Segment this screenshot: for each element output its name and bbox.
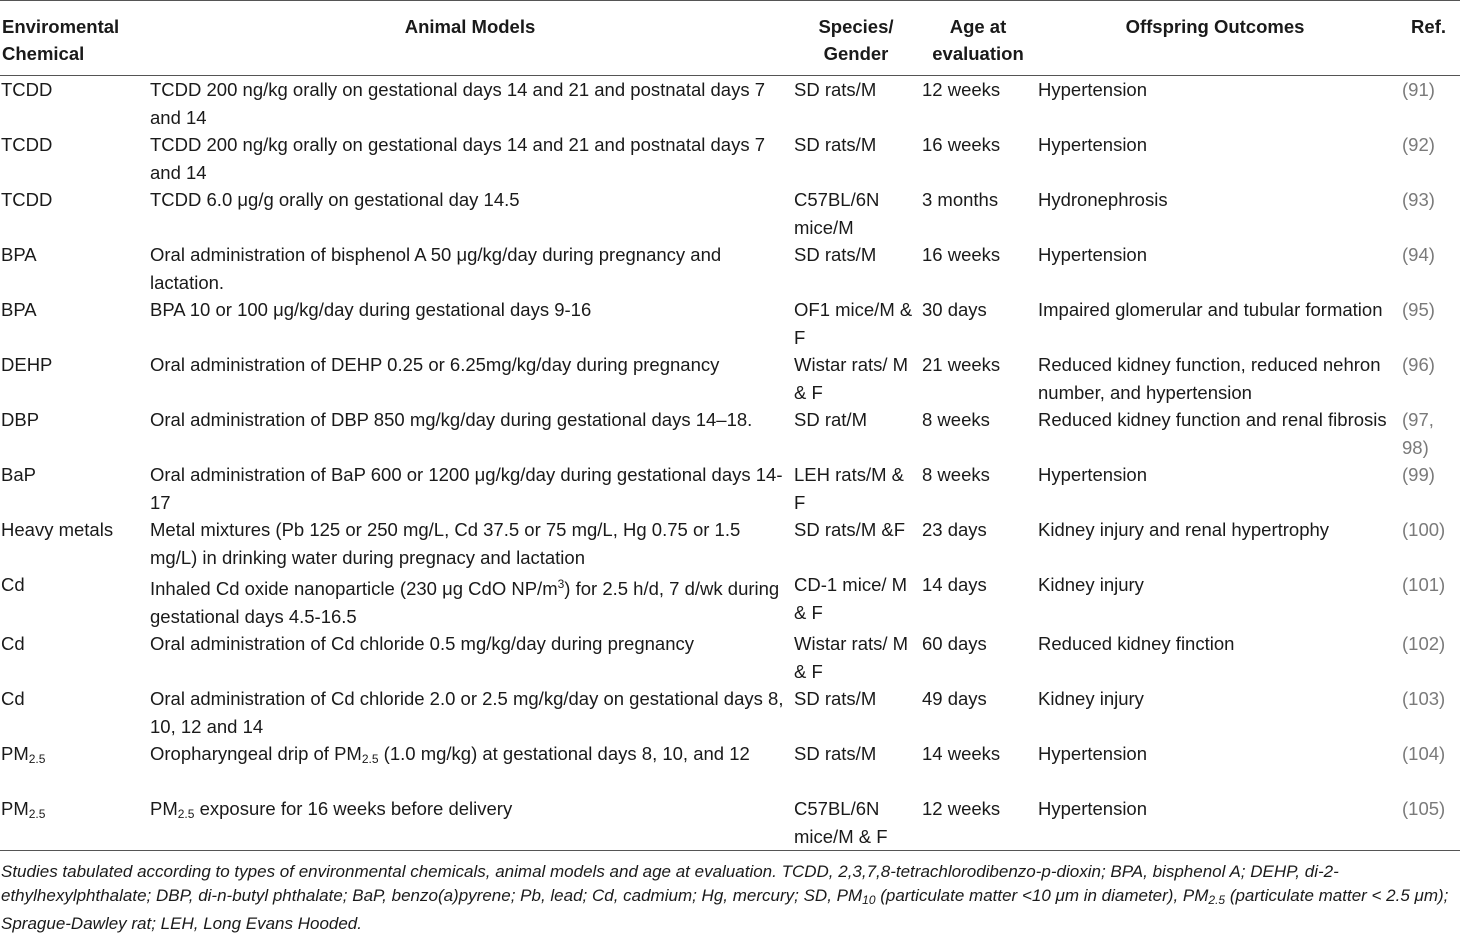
table-row	[0, 131, 1460, 186]
chemical-subscript: 2.5	[28, 807, 46, 821]
cell-outcome: Kidney injury and renal hypertrophy	[1038, 519, 1330, 540]
cell-outcome: Kidney injury	[1038, 574, 1144, 595]
cell-age: 14 weeks	[922, 743, 1001, 764]
cell-chemical	[0, 795, 148, 851]
cell-age: 49 days	[922, 688, 987, 709]
table-row	[0, 795, 1460, 851]
cell-species-gender: SD rats/M	[794, 244, 877, 265]
cell-species-gender: SD rats/M &F	[794, 519, 906, 540]
header-chemical: Enviromental Chemical	[0, 1, 148, 76]
cell-reference: (102)	[1402, 633, 1446, 654]
cell-animal-model: TCDD 200 ng/kg orally on gestational days 14 and 21 and postnatal days 7 and 14	[150, 79, 766, 128]
cell-reference: (92)	[1402, 134, 1435, 155]
cell-species-gender: SD rats/M	[794, 134, 877, 155]
cell-reference: (93)	[1402, 189, 1435, 210]
cell-species-gender: SD rats/M	[794, 743, 877, 764]
cell-animal-model	[148, 795, 792, 851]
cell-reference: (94)	[1402, 244, 1435, 265]
cell-age: 12 weeks	[922, 79, 1001, 100]
cell-chemical	[0, 740, 148, 795]
cell-outcome: Kidney injury	[1038, 688, 1144, 709]
table-footnote	[0, 851, 1459, 936]
cell-animal-model	[148, 571, 792, 630]
table-row	[0, 351, 1460, 406]
footnote-text-1: Studies tabulated according to types of environmental chemicals, animal models and age at evaluation. TCDD, 2,3,7,8-tetrachlorodibenzo-p-dioxin; BPA, bisphenol A; DEHP, di-2-ethylhexylphthalate; DBP, di-n-butyl phthalate; BaP, benzo(a)pyrene; Pb, lead; Cd, cadmium; Hg, mercury; SD, PM	[1, 862, 1339, 905]
cell-chemical: Cd	[1, 688, 25, 709]
table-row	[0, 76, 1460, 132]
model-text: Oropharyngeal drip of PM	[150, 743, 362, 764]
header-age: Age at evaluation	[920, 1, 1036, 76]
model-subscript: 2.5	[177, 807, 195, 821]
cell-animal-model: Oral administration of DEHP 0.25 or 6.25mg/kg/day during pregnancy	[150, 354, 720, 375]
cell-outcome: Reduced kidney function, reduced nehron number, and hypertension	[1038, 354, 1381, 403]
model-text: PM	[150, 798, 178, 819]
table-row	[0, 685, 1460, 740]
cell-age: 60 days	[922, 633, 987, 654]
chemical-text: PM	[1, 798, 29, 819]
header-ref: Ref.	[1394, 1, 1460, 76]
cell-age: 16 weeks	[922, 134, 1001, 155]
cell-reference: (103)	[1402, 688, 1446, 709]
cell-animal-model: TCDD 6.0 μg/g orally on gestational day 14.5	[150, 189, 520, 210]
model-text-end: (1.0 mg/kg) at gestational days 8, 10, and 12	[378, 743, 750, 764]
cell-outcome: Hypertension	[1038, 244, 1148, 265]
cell-species-gender: SD rat/M	[794, 409, 867, 430]
header-row	[0, 1, 1460, 76]
model-text: Inhaled Cd oxide nanoparticle (230 μg CdO NP/m	[150, 578, 558, 599]
cell-age: 21 weeks	[922, 354, 1001, 375]
table-row	[0, 186, 1460, 241]
cell-outcome: Hypertension	[1038, 134, 1148, 155]
cell-reference: (104)	[1402, 743, 1446, 764]
table-row	[0, 516, 1460, 571]
cell-age: 30 days	[922, 299, 987, 320]
footnote-text-2: (particulate matter <10 μm in diameter), PM	[875, 885, 1209, 905]
cell-species-gender: CD-1 mice/ M & F	[794, 574, 908, 623]
cell-reference: (95)	[1402, 299, 1435, 320]
cell-age: 3 months	[922, 189, 999, 210]
table-row	[0, 296, 1460, 351]
cell-reference: (101)	[1402, 574, 1446, 595]
cell-animal-model: Metal mixtures (Pb 125 or 250 mg/L, Cd 37.5 or 75 mg/L, Hg 0.75 or 1.5 mg/L) in drinking water during pregnacy and lactation	[150, 519, 741, 568]
cell-animal-model: Oral administration of Cd chloride 2.0 or 2.5 mg/kg/day on gestational days 8, 10, 12 and 14	[150, 688, 784, 737]
model-text-end: exposure for 16 weeks before delivery	[194, 798, 513, 819]
chemical-text: PM	[1, 743, 29, 764]
cell-species-gender: LEH rats/M & F	[794, 464, 904, 513]
cell-species-gender: C57BL/6N mice/M	[794, 189, 880, 238]
cell-animal-model: Oral administration of DBP 850 mg/kg/day during gestational days 14–18.	[150, 409, 753, 430]
model-text-end: ) for 2.5 h/d, 7 d/wk during gestational days 4.5-16.5	[150, 578, 780, 627]
cell-chemical: Cd	[1, 574, 25, 595]
cell-reference: (100)	[1402, 519, 1446, 540]
header-animal-models: Animal Models	[148, 1, 792, 76]
cell-chemical: BPA	[1, 299, 37, 320]
cell-chemical: BaP	[1, 464, 36, 485]
cell-age: 8 weeks	[922, 409, 990, 430]
table-row	[0, 630, 1460, 685]
cell-age: 16 weeks	[922, 244, 1001, 265]
cell-species-gender: C57BL/6N mice/M & F	[792, 795, 920, 851]
footnote-sub-2: 2.5	[1208, 892, 1226, 907]
table-row	[0, 571, 1460, 630]
cell-species-gender: Wistar rats/ M & F	[794, 633, 909, 682]
cell-chemical: TCDD	[1, 79, 53, 100]
footnote-text-3: (particulate matter < 2.5 μm); Sprague-Dawley rat; LEH, Long Evans Hooded.	[1, 885, 1449, 933]
cell-animal-model: Oral administration of Cd chloride 0.5 mg/kg/day during pregnancy	[150, 633, 694, 654]
chemical-subscript: 2.5	[28, 752, 46, 766]
cell-age: 23 days	[922, 519, 987, 540]
footnote-sub-1: 10	[862, 892, 876, 907]
cell-chemical: DEHP	[1, 354, 53, 375]
table-row	[0, 461, 1460, 516]
cell-chemical: TCDD	[1, 189, 53, 210]
cell-reference: (96)	[1402, 354, 1435, 375]
model-superscript: 3	[557, 577, 565, 591]
cell-outcome: Hypertension	[1038, 743, 1148, 764]
cell-outcome: Hydronephrosis	[1038, 189, 1168, 210]
cell-species-gender: OF1 mice/M & F	[794, 299, 913, 348]
cell-reference: (105)	[1394, 795, 1460, 851]
cell-chemical: DBP	[1, 409, 40, 430]
table-row	[0, 406, 1460, 461]
header-outcomes: Offspring Outcomes	[1036, 1, 1394, 76]
cell-outcome: Hypertension	[1038, 464, 1148, 485]
cell-outcome: Reduced kidney function and renal fibrosis	[1038, 409, 1387, 430]
cell-species-gender: SD rats/M	[794, 79, 877, 100]
model-subscript: 2.5	[361, 752, 379, 766]
table-row	[0, 740, 1460, 795]
cell-animal-model	[148, 740, 792, 795]
table-row	[0, 241, 1460, 296]
cell-chemical: Heavy metals	[1, 519, 114, 540]
cell-outcome: Reduced kidney finction	[1038, 633, 1235, 654]
cell-age: 8 weeks	[922, 464, 990, 485]
cell-reference: (99)	[1402, 464, 1435, 485]
table-body	[0, 76, 1460, 851]
cell-species-gender: SD rats/M	[794, 688, 877, 709]
cell-reference: (97, 98)	[1402, 409, 1434, 458]
cell-species-gender: Wistar rats/ M & F	[794, 354, 909, 403]
cell-outcome: Hypertension	[1038, 79, 1148, 100]
cell-animal-model: Oral administration of BaP 600 or 1200 μg/kg/day during gestational days 14-17	[150, 464, 783, 513]
cell-animal-model: BPA 10 or 100 μg/kg/day during gestational days 9-16	[150, 299, 592, 320]
cell-chemical: Cd	[1, 633, 25, 654]
cell-chemical: BPA	[1, 244, 37, 265]
cell-outcome: Impaired glomerular and tubular formation	[1038, 299, 1383, 320]
cell-chemical: TCDD	[1, 134, 53, 155]
header-species-gender: Species/ Gender	[792, 1, 920, 76]
cell-outcome: Hypertension	[1036, 795, 1394, 851]
cell-reference: (91)	[1402, 79, 1435, 100]
cell-animal-model: Oral administration of bisphenol A 50 μg/kg/day during pregnancy and lactation.	[150, 244, 722, 293]
cell-animal-model: TCDD 200 ng/kg orally on gestational days 14 and 21 and postnatal days 7 and 14	[150, 134, 766, 183]
cell-age: 12 weeks	[920, 795, 1036, 851]
cell-age: 14 days	[922, 574, 987, 595]
